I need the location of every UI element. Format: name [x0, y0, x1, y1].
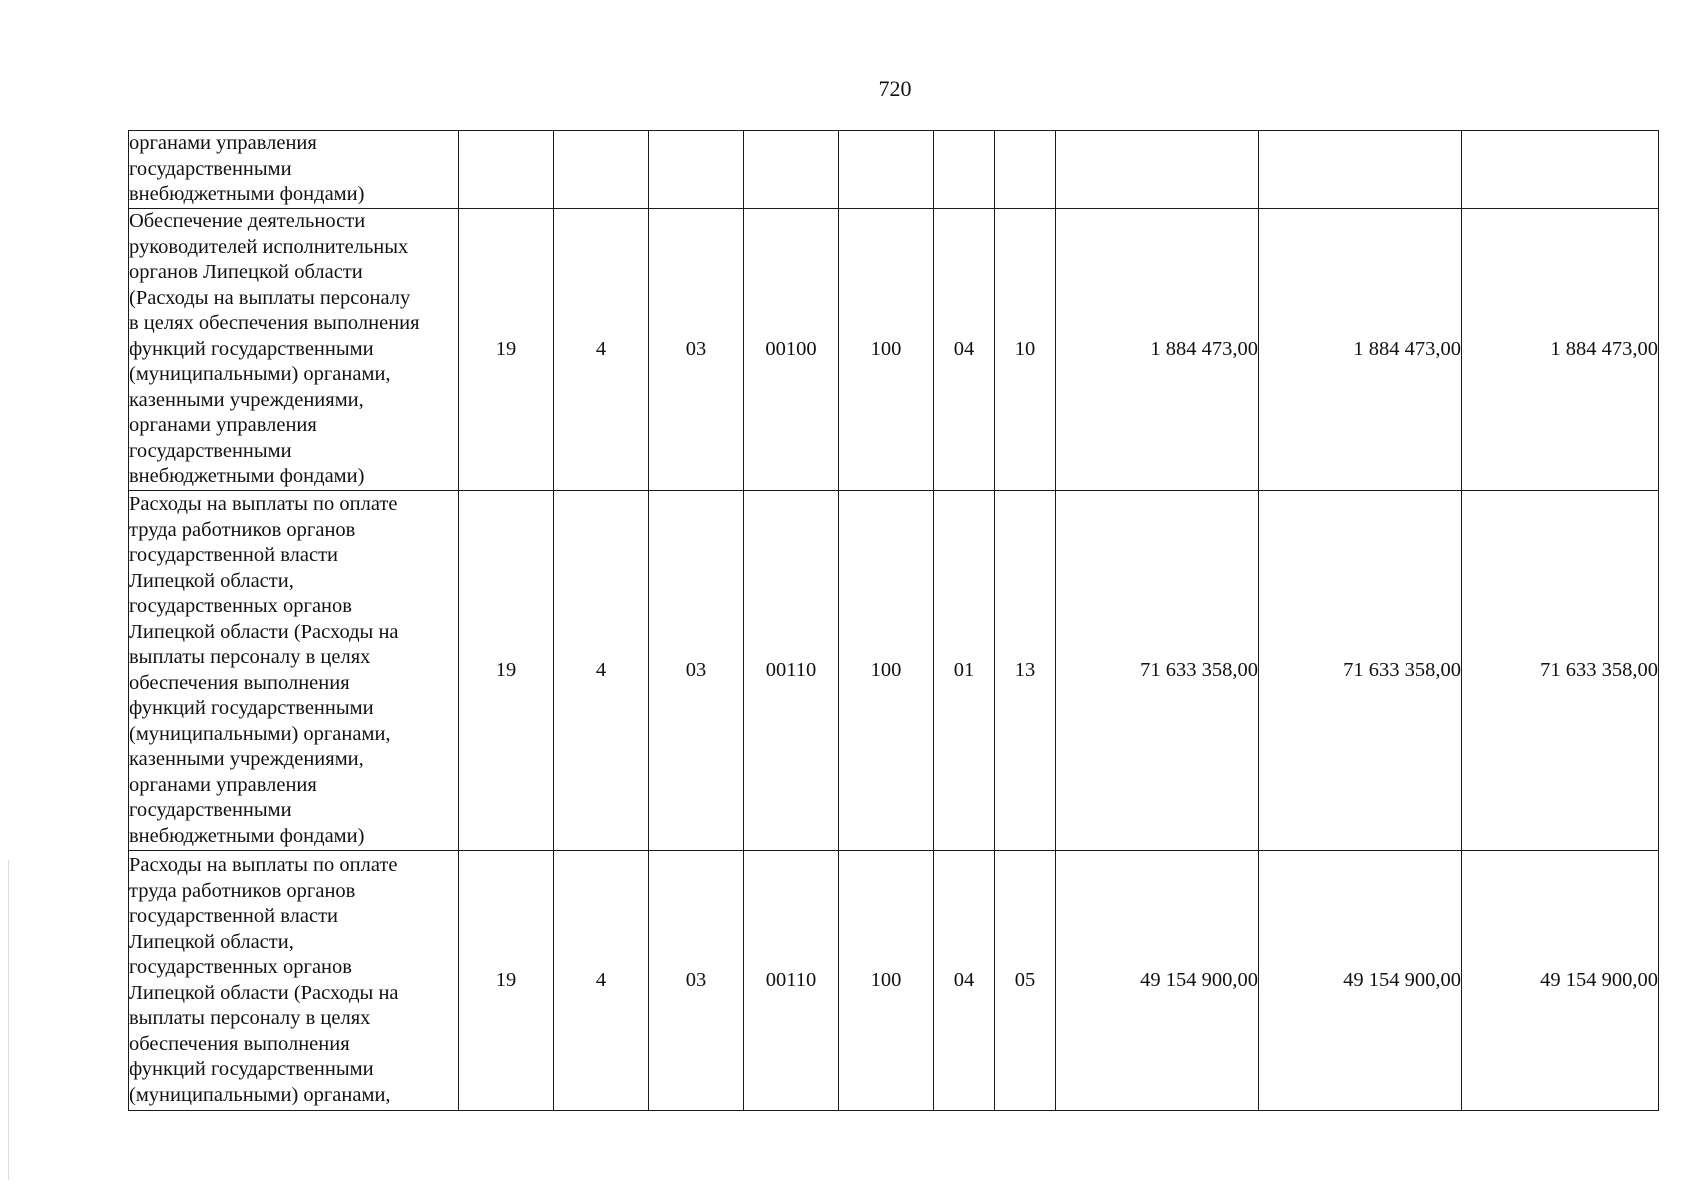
code-cell: 00100 [744, 209, 839, 491]
code-cell: 4 [554, 209, 649, 491]
code-cell: 03 [649, 851, 744, 1111]
code-cell: 4 [554, 491, 649, 851]
amount-cell: 1 884 473,00 [1056, 209, 1259, 491]
code-cell: 03 [649, 491, 744, 851]
amount-cell: 71 633 358,00 [1259, 491, 1462, 851]
row-description: органами управления государственными внебюджетными фондами) [129, 131, 459, 209]
code-cell: 00110 [744, 491, 839, 851]
amount-cell [1056, 131, 1259, 209]
code-cell [995, 131, 1056, 209]
row-description: Расходы на выплаты по оплате труда работников органов государственной власти Липецкой области, государственных органов Липецкой области (Расходы на выплаты персоналу в целях обеспечения выполнения функций государственными (муниципальными) органами, казенными учреждениями, органами управления государственными внебюджетными фондами) [129, 491, 459, 851]
code-cell: 01 [934, 491, 995, 851]
code-cell [649, 131, 744, 209]
code-cell [934, 131, 995, 209]
code-cell [839, 131, 934, 209]
code-cell: 05 [995, 851, 1056, 1111]
amount-cell [1462, 131, 1659, 209]
code-cell: 100 [839, 851, 934, 1111]
code-cell [459, 131, 554, 209]
code-cell: 10 [995, 209, 1056, 491]
table-row [129, 851, 1659, 1111]
table-row [129, 491, 1659, 851]
code-cell: 04 [934, 209, 995, 491]
code-cell: 03 [649, 209, 744, 491]
amount-cell: 49 154 900,00 [1462, 851, 1659, 1111]
row-description: Обеспечение деятельности руководителей исполнительных органов Липецкой области (Расходы на выплаты персоналу в целях обеспечения выполнения функций государственными (муниципальными) органами, казенными учреждениями, органами управления государственными внебюджетными фондами) [129, 209, 459, 491]
code-cell: 100 [839, 491, 934, 851]
page-number: 720 [878, 76, 912, 101]
amount-cell: 71 633 358,00 [1056, 491, 1259, 851]
amount-cell [1259, 131, 1462, 209]
code-cell: 4 [554, 851, 649, 1111]
code-cell: 19 [459, 491, 554, 851]
code-cell: 19 [459, 209, 554, 491]
row-description: Расходы на выплаты по оплате труда работников органов государственной власти Липецкой области, государственных органов Липецкой области (Расходы на выплаты персоналу в целях обеспечения выполнения функций государственными (муниципальными) органами, [129, 851, 459, 1111]
amount-cell: 1 884 473,00 [1259, 209, 1462, 491]
amount-cell: 1 884 473,00 [1462, 209, 1659, 491]
scan-edge-mark [8, 860, 9, 1180]
code-cell: 19 [459, 851, 554, 1111]
code-cell: 00110 [744, 851, 839, 1111]
code-cell: 100 [839, 209, 934, 491]
code-cell: 13 [995, 491, 1056, 851]
table-row [129, 131, 1659, 209]
code-cell [744, 131, 839, 209]
budget-table [128, 130, 1659, 1111]
code-cell: 04 [934, 851, 995, 1111]
amount-cell: 49 154 900,00 [1259, 851, 1462, 1111]
amount-cell: 71 633 358,00 [1462, 491, 1659, 851]
table-row [129, 209, 1659, 491]
code-cell [554, 131, 649, 209]
amount-cell: 49 154 900,00 [1056, 851, 1259, 1111]
